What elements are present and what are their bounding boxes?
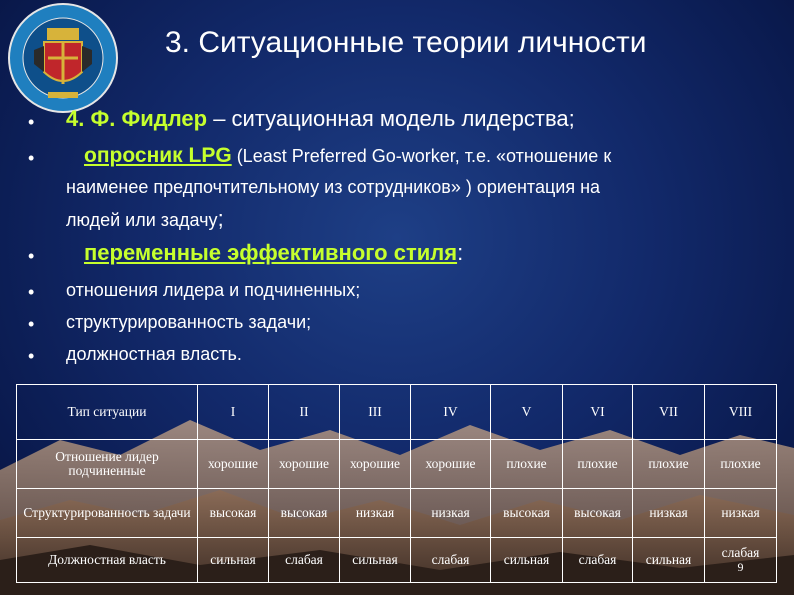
table-row xyxy=(17,538,777,583)
table-cell: низкая xyxy=(633,489,705,538)
coat-of-arms-logo xyxy=(4,2,122,114)
table-cell xyxy=(705,538,777,583)
bullet-lpg-line3 xyxy=(66,206,224,232)
table-row xyxy=(17,489,777,538)
table-cell: Должностная власть xyxy=(17,538,198,583)
bullet-dot: • xyxy=(28,112,35,132)
slide-title: 3. Ситуационные теории личности xyxy=(165,26,647,59)
table-cell: высокая xyxy=(491,489,563,538)
table-cell: хорошие xyxy=(411,440,491,489)
table-header-cell: VI xyxy=(563,385,633,440)
table-cell: плохие xyxy=(563,440,633,489)
bullet-fiedler xyxy=(66,106,575,132)
table-header-cell: II xyxy=(269,385,340,440)
bullet-variables xyxy=(84,240,463,266)
lpg-text: (Least Preferred Go-worker, т.е. «отношение к xyxy=(231,146,612,166)
table-cell: низкая xyxy=(705,489,777,538)
bullet-dot: • xyxy=(28,148,35,168)
table-cell: плохие xyxy=(491,440,563,489)
table-header-cell: III xyxy=(340,385,411,440)
table-cell: низкая xyxy=(411,489,491,538)
lpg-heading: опросник LPG xyxy=(84,144,232,167)
page-number: 9 xyxy=(737,560,744,574)
table-cell: Структурированность задачи xyxy=(17,489,198,538)
fiedler-text: – ситуационная модель лидерства; xyxy=(207,106,575,131)
table-cell: хорошие xyxy=(269,440,340,489)
lpg-line3-end: ; xyxy=(217,206,224,231)
table-header-cell: VIII xyxy=(705,385,777,440)
situation-table xyxy=(16,384,777,583)
table-cell: высокая xyxy=(198,489,269,538)
table-cell: Отношение лидер подчиненные xyxy=(17,440,198,489)
table-cell: сильная xyxy=(198,538,269,583)
variables-colon: : xyxy=(457,240,464,265)
table-cell: сильная xyxy=(340,538,411,583)
table-cell: низкая xyxy=(340,489,411,538)
table-header-cell: VII xyxy=(633,385,705,440)
bullet-lpg-line2: наименее предпочтительному из сотрудников» ) ориентация на xyxy=(66,177,601,197)
table-cell: слабая xyxy=(563,538,633,583)
variables-heading: переменные эффективного стиля xyxy=(84,240,458,265)
table-cell: сильная xyxy=(491,538,563,583)
bullet-lpg-line1 xyxy=(84,144,611,168)
table-header-cell: IV xyxy=(411,385,491,440)
bullet-dot: • xyxy=(28,314,35,334)
bullet-position-power: должностная власть. xyxy=(66,344,242,364)
table-cell: слабая xyxy=(411,538,491,583)
table-cell: хорошие xyxy=(340,440,411,489)
table-cell-text: слабая xyxy=(721,545,760,560)
bullet-dot: • xyxy=(28,346,35,366)
bullet-dot: • xyxy=(28,282,35,302)
lpg-line3-text: людей или задачу xyxy=(66,210,218,230)
table-cell: высокая xyxy=(269,489,340,538)
fiedler-heading: 4. Ф. Фидлер xyxy=(66,106,208,131)
table-row xyxy=(17,440,777,489)
table-header-row xyxy=(17,385,777,440)
bullet-task-structure: структурированность задачи; xyxy=(66,312,312,332)
table-cell: сильная xyxy=(633,538,705,583)
table-header-cell: Тип ситуации xyxy=(17,385,198,440)
table-cell: высокая xyxy=(563,489,633,538)
bullet-relations: отношения лидера и подчиненных; xyxy=(66,280,361,300)
table-header-cell: I xyxy=(198,385,269,440)
table-cell: плохие xyxy=(705,440,777,489)
table-cell: хорошие xyxy=(198,440,269,489)
bullet-dot: • xyxy=(28,246,35,266)
table-cell: плохие xyxy=(633,440,705,489)
table-cell: слабая xyxy=(269,538,340,583)
table-header-cell: V xyxy=(491,385,563,440)
